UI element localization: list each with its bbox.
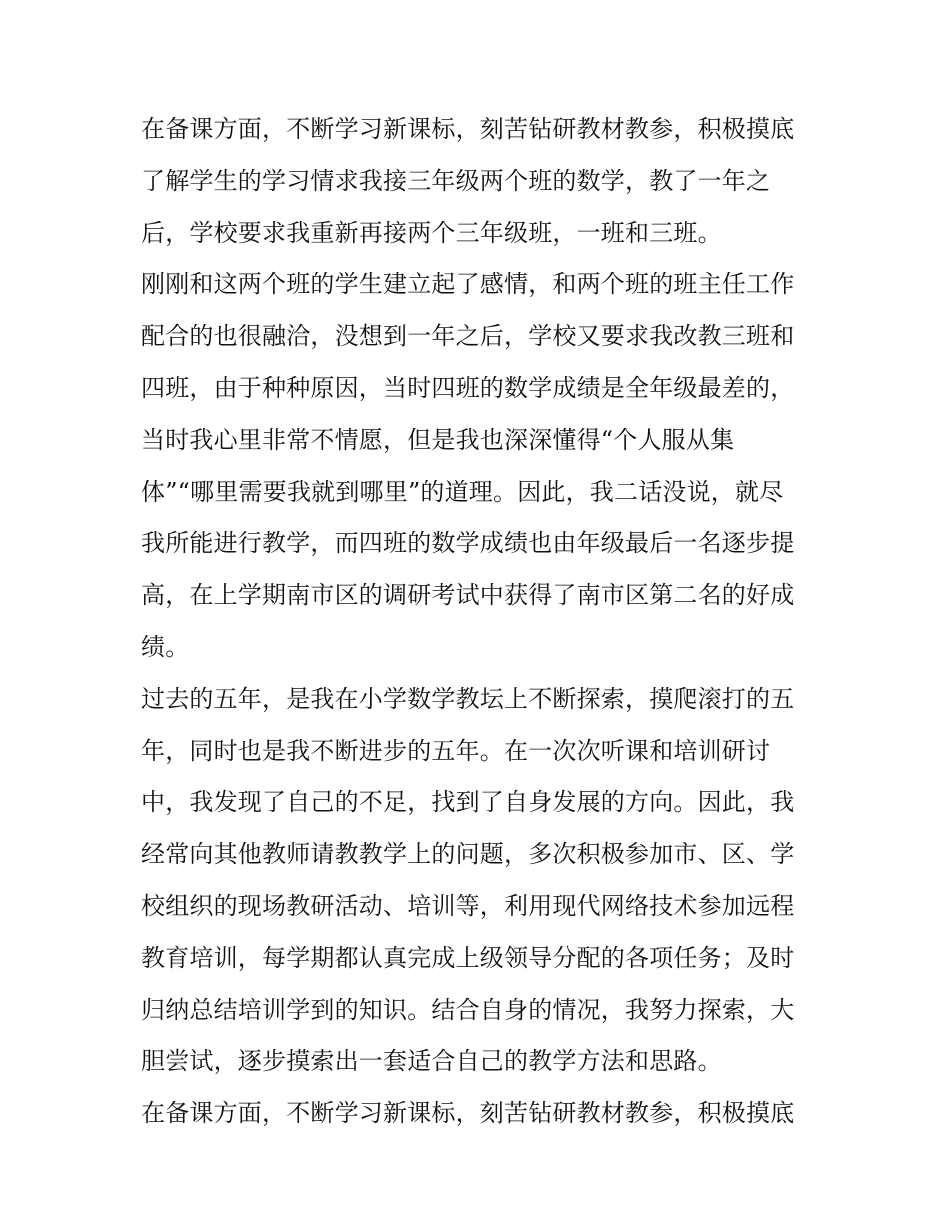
document-body	[141, 104, 821, 1140]
text-line: 中，我发现了自己的不足，找到了自身发展的方向。因此，我	[141, 788, 795, 817]
text-line: 在备课方面，不断学习新课标，刻苦钻研教材教参，积极摸底	[141, 1099, 795, 1128]
text-line: 高，在上学期南市区的调研考试中获得了南市区第二名的好成	[141, 581, 795, 610]
text-line: 归纳总结培训学到的知识。结合自身的情况，我努力探索，大	[141, 995, 795, 1024]
text-line: 我所能进行教学，而四班的数学成绩也由年级最后一名逐步提	[141, 529, 795, 558]
text-line: 校组织的现场教研活动、培训等，利用现代网络技术参加远程	[141, 891, 795, 920]
text-line: 胆尝试，逐步摸索出一套适合自己的教学方法和思路。	[141, 1047, 722, 1076]
text-line: 绩。	[141, 632, 190, 661]
text-line: 教育培训，每学期都认真完成上级领导分配的各项任务；及时	[141, 943, 795, 972]
text-line: 后，学校要求我重新再接两个三年级班，一班和三班。	[141, 218, 722, 247]
text-line: 了解学生的学习情求我接三年级两个班的数学，教了一年之	[141, 166, 771, 195]
text-line: 配合的也很融洽，没想到一年之后，学校又要求我改教三班和	[141, 322, 795, 351]
text-line: 刚刚和这两个班的学生建立起了感情，和两个班的班主任工作	[141, 270, 795, 299]
text-line: 经常向其他教师请教教学上的问题，多次积极参加市、区、学	[141, 840, 795, 869]
text-line: 在备课方面，不断学习新课标，刻苦钻研教材教参，积极摸底	[141, 115, 795, 143]
text-line: 四班，由于种种原因，当时四班的数学成绩是全年级最差的，	[141, 373, 795, 402]
text-line: 过去的五年，是我在小学数学教坛上不断探索，摸爬滚打的五	[141, 684, 795, 713]
text-line: 年，同时也是我不断进步的五年。在一次次听课和培训研讨	[141, 736, 771, 765]
text-line: 体”“哪里需要我就到哪里”的道理。因此，我二话没说，就尽	[141, 477, 784, 506]
text-line: 当时我心里非常不情愿，但是我也深深懂得“个人服从集	[141, 425, 735, 454]
